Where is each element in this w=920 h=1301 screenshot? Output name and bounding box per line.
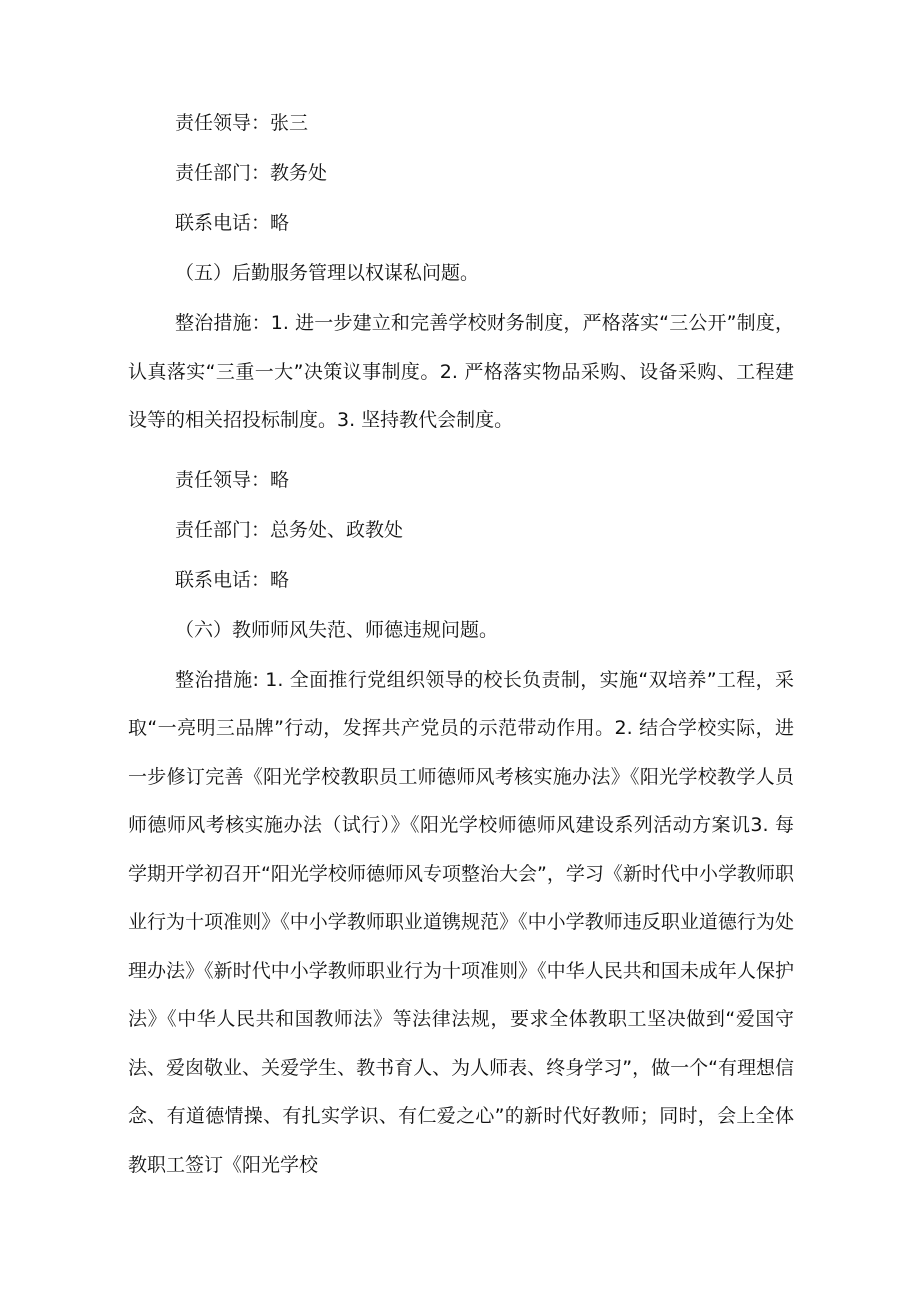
section6-measures: 整治措施: 1. 全面推行党组织领导的校长负责制，实施“双培养”工程，采取“一亮明三品牌”行动，发挥共产党员的示范带动作用。2. 结合学校实际，进一步修订完善《阳光学校教职员工师德师风考核实施办法》《阳光学校教学人员师德师风考核实施办法（试行）》《阳光学校师德师风建设系列活动方案讥3. 每学期开学初召开“阳光学校师德师风专项整治大会”，学习《新时代中小学教师职业行为十项准则》《中小学教师职业道镌规范》《中小学教师违反职业道德行为处理办法》《新时代中小学教师职业行为十项准则》《中华人民共和国未成年人保护法》《中华人民共和国教师法》等法律法规，要求全体教职工坚决做到“爱国守法、爱囱敬业、关爱学生、教书育人、为人师表、终身学习”，做一个“有理想信念、有道德情操、有扎实学识、有仁爱之心”的新时代好教师；同时，会上全体教职工签订《阳光学校	[128, 668, 794, 1176]
section4-department: 责任部门：教务处	[175, 162, 328, 184]
section5-department: 责任部门：总务处、政教处	[175, 518, 404, 541]
section5-phone: 联系电话：略	[175, 568, 290, 591]
section5-heading: （五）后勤服务管理以权谋私问题。	[175, 262, 480, 284]
section4-phone: 联系电话：略	[175, 212, 290, 234]
section5-leader: 责任领导：略	[175, 468, 290, 491]
section4-leader: 责任领导：张三	[175, 112, 309, 134]
document-body	[128, 108, 794, 1209]
section5-measures: 整治措施：1. 进一步建立和完善学校财务制度，严格落实“三公开”制度，认真落实“三重一大”决策议事制度。2. 严格落实物品采购、设备采购、工程建设等的相关招投标制度。3. 坚持教代会制度。	[128, 312, 794, 431]
section6-heading: （六）教师师风失范、师德违规问题。	[175, 618, 499, 641]
